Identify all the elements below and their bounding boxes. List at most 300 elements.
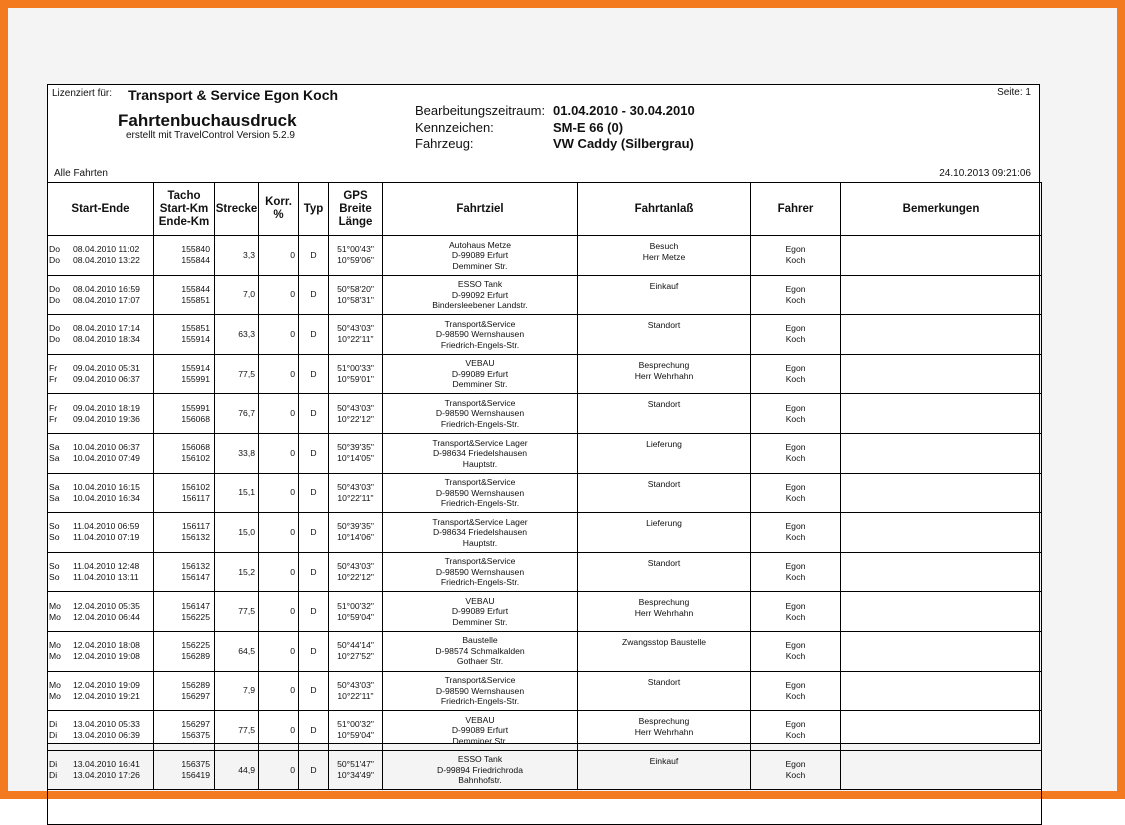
start-datetime: 08.04.2010 16:59 (73, 283, 140, 294)
start-day: Do (49, 323, 60, 334)
odometer-cell (154, 631, 215, 671)
start-datetime: 12.04.2010 18:08 (73, 640, 140, 651)
destination-street: Demminer Str. (452, 260, 508, 271)
purpose-cell (578, 592, 751, 632)
destination-street: Friedrich-Engels-Str. (440, 696, 520, 707)
table-row (48, 236, 1042, 276)
col-korr: Korr. % (259, 183, 299, 236)
gps-lat: 50°51'47" (337, 759, 374, 770)
odometer-cell (154, 592, 215, 632)
gps-lon: 10°59'06" (337, 255, 374, 266)
destination-city: D-99089 Erfurt (451, 250, 509, 261)
footer-cell (48, 790, 1042, 825)
start-day: Di (49, 719, 58, 730)
driver-last: Koch (785, 294, 806, 305)
purpose: Standort (647, 399, 681, 410)
driver-last: Koch (785, 453, 806, 464)
start-datetime: 13.04.2010 16:41 (73, 759, 140, 770)
end-day: Di (49, 770, 58, 781)
driver-first: Egon (785, 600, 806, 611)
distance-cell: 77,5 (215, 711, 259, 751)
driver-cell (751, 552, 841, 592)
end-datetime: 11.04.2010 13:11 (73, 572, 139, 583)
purpose: Standort (647, 320, 681, 331)
destination-cell (383, 513, 578, 553)
purpose: Besuch (649, 241, 679, 251)
gps-cell (329, 592, 383, 632)
end-day: Sa (49, 453, 60, 464)
distance-cell: 15,0 (215, 513, 259, 553)
start-datetime: 11.04.2010 06:59 (73, 521, 140, 532)
end-day: So (49, 532, 60, 543)
purpose: Besprechung (638, 359, 690, 370)
gps-cell (329, 394, 383, 434)
end-day: Fr (49, 374, 58, 385)
start-end-cell (48, 552, 154, 592)
start-datetime: 09.04.2010 18:19 (73, 402, 140, 413)
table-row (48, 394, 1042, 434)
col-bemerkungen: Bemerkungen (841, 183, 1042, 236)
gps-lon: 10°22'12" (337, 413, 374, 424)
table-row (48, 315, 1042, 355)
start-end-cell (48, 711, 154, 751)
driver-cell (751, 750, 841, 790)
table-row (48, 711, 1042, 751)
start-end-cell (48, 750, 154, 790)
driver-first: Egon (785, 402, 806, 413)
gps-lon: 10°22'11" (337, 492, 374, 503)
table-row (48, 631, 1042, 671)
vehicle-value: VW Caddy (Silbergrau) (553, 136, 694, 151)
type-cell: D (299, 552, 329, 592)
end-km: 156117 (181, 492, 210, 503)
gps-lat: 50°43'03" (337, 323, 374, 334)
table-row (48, 750, 1042, 790)
destination-name: Transport&Service (444, 318, 516, 329)
start-km: 155840 (181, 244, 210, 255)
driver-cell (751, 354, 841, 394)
table-row (48, 354, 1042, 394)
destination-street: Bindersleebener Landstr. (432, 300, 528, 311)
gps-cell (329, 354, 383, 394)
remarks-cell (841, 315, 1042, 355)
table-row (48, 473, 1042, 513)
destination-name: Autohaus Metze (448, 239, 512, 250)
driver-first: Egon (785, 481, 806, 492)
gps-lat: 51°00'43" (337, 244, 374, 255)
purpose: Standort (647, 557, 681, 568)
odometer-cell (154, 552, 215, 592)
start-day: So (49, 561, 60, 572)
destination-street: Hauptstr. (462, 537, 498, 548)
start-end-cell (48, 394, 154, 434)
end-km: 156147 (181, 572, 210, 583)
purpose-cell (578, 552, 751, 592)
gps-cell (329, 711, 383, 751)
end-datetime: 08.04.2010 18:34 (73, 334, 140, 345)
report-title: Fahrtenbuchausdruck (118, 111, 297, 130)
end-km: 156289 (181, 651, 210, 662)
start-day: Di (49, 759, 58, 770)
gps-lat: 50°39'35" (337, 521, 374, 532)
driver-first: Egon (785, 561, 806, 572)
end-datetime: 10.04.2010 07:49 (73, 453, 140, 464)
distance-cell: 33,8 (215, 433, 259, 473)
start-day: Mo (49, 640, 61, 651)
destination-cell (383, 631, 578, 671)
destination-city: D-98634 Friedelshausen (432, 448, 528, 459)
end-km: 155844 (181, 255, 210, 266)
type-cell: D (299, 711, 329, 751)
start-day: Fr (49, 402, 58, 413)
gps-lat: 51°00'32" (337, 600, 374, 611)
col-start-ende: Start-Ende (48, 183, 154, 236)
driver-first: Egon (785, 759, 806, 770)
gps-lon: 10°34'49" (337, 770, 374, 781)
purpose: Einkauf (649, 280, 679, 291)
gps-cell (329, 236, 383, 276)
driver-last: Koch (785, 611, 806, 622)
filter-label: Alle Fahrten (54, 168, 108, 179)
distance-cell: 77,5 (215, 354, 259, 394)
gps-lat: 51°00'33" (337, 363, 374, 374)
gps-lon: 10°22'12" (337, 572, 374, 583)
driver-cell (751, 236, 841, 276)
destination-city: D-98574 Schmalkalden (435, 645, 525, 656)
purpose-contact: Herr Wehrhahn (634, 727, 694, 738)
distance-cell: 7,0 (215, 275, 259, 315)
gps-lon: 10°22'11" (337, 334, 374, 345)
start-km: 155851 (181, 323, 210, 334)
end-day: Do (49, 255, 60, 266)
period-label: Bearbeitungszeitraum: (415, 103, 546, 118)
remarks-cell (841, 433, 1042, 473)
driver-first: Egon (785, 521, 806, 532)
destination-cell (383, 236, 578, 276)
driver-first: Egon (785, 244, 806, 255)
driver-last: Koch (785, 690, 806, 701)
start-km: 156375 (181, 759, 210, 770)
driver-first: Egon (785, 283, 806, 294)
start-km: 156297 (181, 719, 210, 730)
odometer-cell (154, 315, 215, 355)
distance-cell: 15,2 (215, 552, 259, 592)
destination-city: D-98634 Friedelshausen (432, 527, 528, 538)
start-datetime: 11.04.2010 12:48 (73, 561, 140, 572)
end-km: 156375 (181, 730, 210, 741)
type-cell: D (299, 671, 329, 711)
correction-cell: 0 (259, 711, 299, 751)
destination-city: D-98590 Wernshausen (435, 566, 525, 577)
remarks-cell (841, 671, 1042, 711)
end-datetime: 13.04.2010 17:26 (73, 770, 140, 781)
version-note: erstellt mit TravelControl Version 5.2.9 (126, 130, 295, 141)
purpose-cell (578, 236, 751, 276)
table-row (48, 513, 1042, 553)
start-km: 155991 (181, 402, 210, 413)
destination-street: Bahnhofstr. (458, 775, 502, 786)
start-km: 156289 (181, 679, 210, 690)
gps-lon: 10°14'06" (337, 532, 374, 543)
driver-cell (751, 631, 841, 671)
purpose-contact: Herr Metze (642, 252, 686, 262)
gps-lon: 10°59'01" (337, 374, 374, 385)
driver-cell (751, 592, 841, 632)
gps-cell (329, 552, 383, 592)
type-cell: D (299, 513, 329, 553)
destination-cell (383, 552, 578, 592)
start-datetime: 12.04.2010 05:35 (73, 600, 140, 611)
start-day: Sa (49, 481, 60, 492)
destination-name: VEBAU (465, 358, 495, 369)
driver-first: Egon (785, 363, 806, 374)
start-km: 156147 (181, 600, 210, 611)
destination-city: D-99092 Erfurt (451, 289, 509, 300)
destination-name: VEBAU (465, 714, 495, 725)
destination-name: ESSO Tank (457, 754, 503, 765)
start-km: 156117 (181, 521, 210, 532)
start-datetime: 08.04.2010 17:14 (73, 323, 140, 334)
purpose-cell (578, 513, 751, 553)
destination-name: ESSO Tank (457, 279, 503, 290)
purpose-contact: Herr Wehrhahn (634, 370, 694, 381)
driver-first: Egon (785, 323, 806, 334)
remarks-cell (841, 513, 1042, 553)
distance-cell: 44,9 (215, 750, 259, 790)
purpose-cell (578, 275, 751, 315)
remarks-cell (841, 711, 1042, 751)
driver-first: Egon (785, 442, 806, 453)
destination-street: Friedrich-Engels-Str. (440, 418, 520, 429)
correction-cell: 0 (259, 631, 299, 671)
gps-lon: 10°59'04" (337, 730, 374, 741)
start-day: Mo (49, 679, 61, 690)
end-km: 155851 (181, 294, 210, 305)
driver-last: Koch (785, 770, 806, 781)
type-cell: D (299, 750, 329, 790)
purpose-cell (578, 354, 751, 394)
odometer-cell (154, 671, 215, 711)
gps-lon: 10°58'31" (337, 294, 374, 305)
purpose-cell (578, 315, 751, 355)
type-cell: D (299, 275, 329, 315)
start-day: So (49, 521, 60, 532)
gps-lat: 50°43'03" (337, 561, 374, 572)
report-page (47, 84, 1040, 786)
destination-name: Baustelle (462, 635, 498, 646)
gps-cell (329, 433, 383, 473)
plate-value: SM-E 66 (0) (553, 120, 624, 135)
gps-cell (329, 473, 383, 513)
purpose-cell (578, 473, 751, 513)
trips-table (47, 182, 1042, 825)
table-row (48, 275, 1042, 315)
gps-cell (329, 671, 383, 711)
end-datetime: 12.04.2010 06:44 (73, 611, 140, 622)
destination-street: Friedrich-Engels-Str. (440, 339, 520, 350)
driver-last: Koch (785, 255, 806, 266)
odometer-cell (154, 513, 215, 553)
driver-last: Koch (785, 413, 806, 424)
driver-first: Egon (785, 640, 806, 651)
odometer-cell (154, 236, 215, 276)
correction-cell: 0 (259, 513, 299, 553)
gps-lat: 50°58'20" (337, 283, 374, 294)
destination-cell (383, 711, 578, 751)
odometer-cell (154, 275, 215, 315)
distance-cell: 76,7 (215, 394, 259, 434)
driver-cell (751, 671, 841, 711)
gps-lat: 50°43'03" (337, 481, 374, 492)
purpose: Lieferung (646, 438, 682, 449)
start-end-cell (48, 592, 154, 632)
remarks-cell (841, 236, 1042, 276)
correction-cell: 0 (259, 671, 299, 711)
end-day: Mo (49, 690, 61, 701)
driver-cell (751, 711, 841, 751)
start-end-cell (48, 513, 154, 553)
driver-first: Egon (785, 679, 806, 690)
plate-label: Kennzeichen: (415, 120, 494, 135)
driver-cell (751, 275, 841, 315)
start-end-cell (48, 315, 154, 355)
driver-cell (751, 473, 841, 513)
destination-street: Hauptstr. (462, 458, 498, 469)
correction-cell: 0 (259, 552, 299, 592)
destination-cell (383, 315, 578, 355)
gps-lon: 10°22'11" (337, 690, 374, 701)
destination-name: Transport&Service (444, 477, 516, 488)
start-end-cell (48, 433, 154, 473)
destination-cell (383, 394, 578, 434)
gps-cell (329, 275, 383, 315)
col-typ: Typ (299, 183, 329, 236)
col-fahrer: Fahrer (751, 183, 841, 236)
odometer-cell (154, 473, 215, 513)
purpose-cell (578, 394, 751, 434)
table-row (48, 552, 1042, 592)
gps-lon: 10°27'52" (337, 651, 374, 662)
correction-cell: 0 (259, 750, 299, 790)
end-day: So (49, 572, 60, 583)
remarks-cell (841, 592, 1042, 632)
destination-name: Transport&Service (444, 675, 516, 686)
col-fahrtziel: Fahrtziel (383, 183, 578, 236)
end-datetime: 08.04.2010 13:22 (73, 255, 140, 266)
driver-cell (751, 433, 841, 473)
destination-name: Transport&Service (444, 397, 516, 408)
col-strecke: Strecke (215, 183, 259, 236)
table-row (48, 433, 1042, 473)
destination-street: Demminer Str. (452, 616, 508, 627)
correction-cell: 0 (259, 236, 299, 276)
print-timestamp: 24.10.2013 09:21:06 (939, 168, 1031, 179)
start-end-cell (48, 236, 154, 276)
start-end-cell (48, 671, 154, 711)
correction-cell: 0 (259, 592, 299, 632)
gps-lat: 50°44'14" (337, 640, 374, 651)
start-day: Fr (49, 363, 58, 374)
licensed-label: Lizenziert für: (52, 88, 113, 99)
destination-name: Transport&Service (444, 556, 516, 567)
gps-cell (329, 315, 383, 355)
page-number: Seite: 1 (997, 87, 1031, 98)
start-km: 155914 (181, 363, 210, 374)
destination-city: D-98590 Wernshausen (435, 685, 525, 696)
start-day: Do (49, 244, 60, 255)
start-km: 155844 (181, 283, 210, 294)
destination-cell (383, 433, 578, 473)
start-km: 156102 (181, 481, 210, 492)
destination-cell (383, 275, 578, 315)
table-row (48, 671, 1042, 711)
start-day: Sa (49, 442, 60, 453)
destination-name: Transport&Service Lager (432, 437, 528, 448)
end-day: Mo (49, 611, 61, 622)
start-km: 156225 (181, 640, 210, 651)
destination-street: Friedrich-Engels-Str. (440, 577, 520, 588)
destination-city: D-99894 Friedrichroda (437, 764, 523, 775)
destination-street: Demminer Str. (452, 379, 508, 390)
table-row (48, 592, 1042, 632)
destination-city: D-98590 Wernshausen (435, 487, 525, 498)
destination-city: D-99089 Erfurt (451, 725, 509, 736)
col-tacho: Tacho Start-Km Ende-Km (154, 183, 215, 236)
gps-lat: 50°43'03" (337, 402, 374, 413)
remarks-cell (841, 354, 1042, 394)
destination-cell (383, 671, 578, 711)
end-datetime: 09.04.2010 06:37 (73, 374, 140, 385)
start-day: Do (49, 283, 60, 294)
remarks-cell (841, 631, 1042, 671)
distance-cell: 64,5 (215, 631, 259, 671)
distance-cell: 63,3 (215, 315, 259, 355)
destination-street: Gothaer Str. (456, 656, 504, 667)
end-km: 156102 (181, 453, 210, 464)
distance-cell: 7,9 (215, 671, 259, 711)
period-value: 01.04.2010 - 30.04.2010 (553, 103, 695, 118)
destination-cell (383, 473, 578, 513)
gps-cell (329, 631, 383, 671)
end-km: 156419 (181, 770, 210, 781)
end-datetime: 12.04.2010 19:21 (73, 690, 140, 701)
end-datetime: 12.04.2010 19:08 (73, 651, 140, 662)
col-fahrtanlass: Fahrtanlaß (578, 183, 751, 236)
destination-name: VEBAU (465, 595, 495, 606)
end-day: Mo (49, 651, 61, 662)
end-datetime: 10.04.2010 16:34 (73, 492, 140, 503)
gps-lon: 10°59'04" (337, 611, 374, 622)
destination-street: Friedrich-Engels-Str. (440, 498, 520, 509)
driver-cell (751, 315, 841, 355)
correction-cell: 0 (259, 315, 299, 355)
start-datetime: 09.04.2010 05:31 (73, 363, 140, 374)
destination-city: D-99089 Erfurt (451, 606, 509, 617)
odometer-cell (154, 394, 215, 434)
odometer-cell (154, 750, 215, 790)
gps-cell (329, 513, 383, 553)
correction-cell: 0 (259, 433, 299, 473)
start-datetime: 10.04.2010 06:37 (73, 442, 140, 453)
remarks-cell (841, 275, 1042, 315)
table-footer-row (48, 790, 1042, 825)
driver-first: Egon (785, 719, 806, 730)
purpose: Standort (647, 478, 681, 489)
purpose-cell (578, 631, 751, 671)
type-cell: D (299, 631, 329, 671)
start-datetime: 13.04.2010 05:33 (73, 719, 140, 730)
purpose-cell (578, 750, 751, 790)
